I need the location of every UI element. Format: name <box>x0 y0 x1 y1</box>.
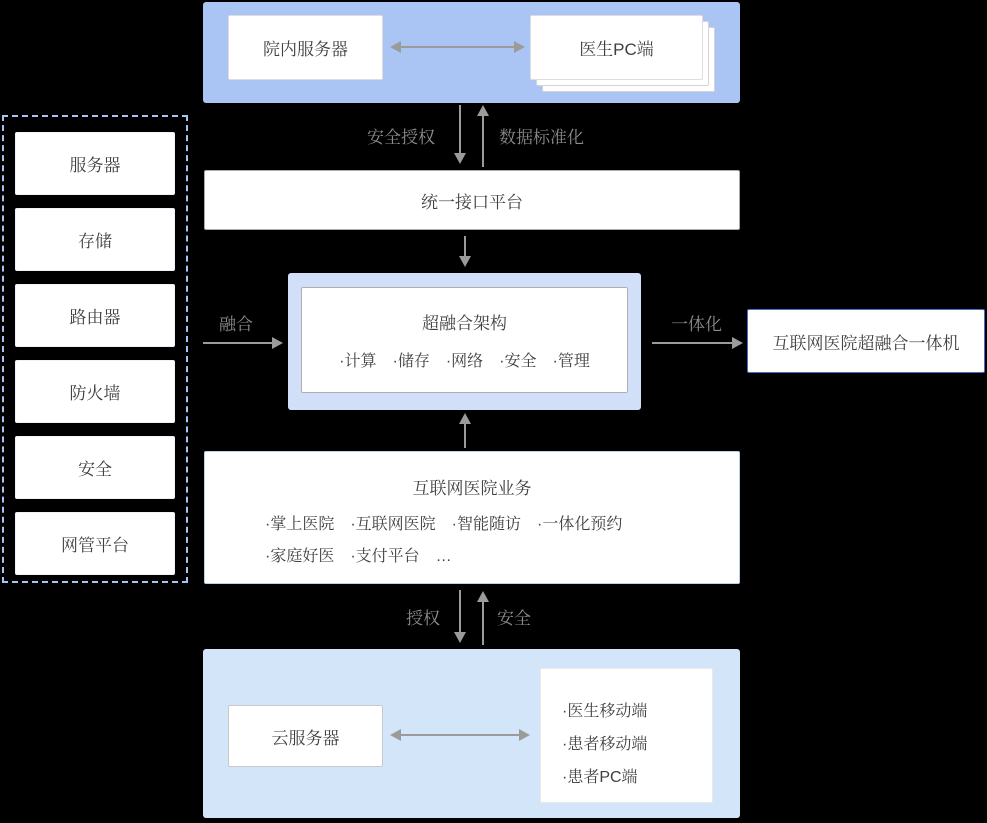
hospital-server-label: 院内服务器 <box>263 40 348 59</box>
security-label: 安全 <box>497 609 531 628</box>
arrow-shaft <box>464 422 466 448</box>
arrow-shaft <box>459 105 461 155</box>
hci-title: 超融合架构 <box>422 314 507 333</box>
appliance-label: 互联网医院超融合一体机 <box>772 333 960 353</box>
arrow-right-head-icon <box>732 337 743 349</box>
business-row1: ·掌上医院 ·互联网医院 ·智能随访 ·一体化预约 <box>265 516 623 533</box>
arrow-shaft <box>203 342 273 344</box>
security-auth-label: 安全授权 <box>367 128 435 147</box>
data-standardization-label: 数据标准化 <box>499 128 584 147</box>
cloud-server-box <box>228 705 383 767</box>
arrow-down-head-icon <box>459 256 471 267</box>
arrow-down-head-icon <box>454 153 466 164</box>
interface-platform-label: 统一接口平台 <box>421 192 523 212</box>
infra-item-server: 服务器 <box>15 132 175 195</box>
cloud-server-label: 云服务器 <box>271 728 340 748</box>
infra-item-storage: 存储 <box>15 208 175 271</box>
infra-item-firewall: 防火墙 <box>15 360 175 423</box>
arrow-shaft <box>652 342 733 344</box>
infra-item-router: 路由器 <box>15 284 175 347</box>
arrow-down-head-icon <box>454 632 466 643</box>
arrow-shaft <box>459 590 461 633</box>
arrow-right-head-icon <box>519 729 530 741</box>
interface-platform-box <box>204 170 740 230</box>
arrow-right-head-icon <box>514 41 525 53</box>
client-patient-pc: ·患者PC端 <box>562 769 638 786</box>
doctor-pc-label: 医生PC端 <box>579 40 654 59</box>
arrow-shaft <box>464 236 466 258</box>
infra-item-security: 安全 <box>15 436 175 499</box>
fusion-label: 融合 <box>219 315 253 334</box>
business-row2: ·家庭好医 ·支付平台 … <box>265 548 452 565</box>
hci-box <box>301 287 628 393</box>
integration-label: 一体化 <box>671 315 722 334</box>
infra-item-network-mgmt: 网管平台 <box>15 512 175 575</box>
infrastructure-panel <box>2 115 188 583</box>
business-title: 互联网医院业务 <box>412 479 532 498</box>
client-terminals-box <box>540 668 713 803</box>
doctor-pc-box <box>530 15 703 80</box>
arrow-right-head-icon <box>272 337 283 349</box>
arrow-shaft <box>399 734 521 736</box>
hospital-server-box <box>228 15 383 80</box>
appliance-box <box>747 309 985 373</box>
arrow-shaft <box>482 600 484 645</box>
client-doctor-mobile: ·医生移动端 <box>562 703 648 720</box>
authorization-label: 授权 <box>406 609 440 628</box>
arrow-shaft <box>482 114 484 167</box>
client-patient-mobile: ·患者移动端 <box>562 736 648 753</box>
arrow-shaft <box>399 46 516 48</box>
hci-items: ·计算 ·储存 ·网络 ·安全 ·管理 <box>339 353 590 370</box>
